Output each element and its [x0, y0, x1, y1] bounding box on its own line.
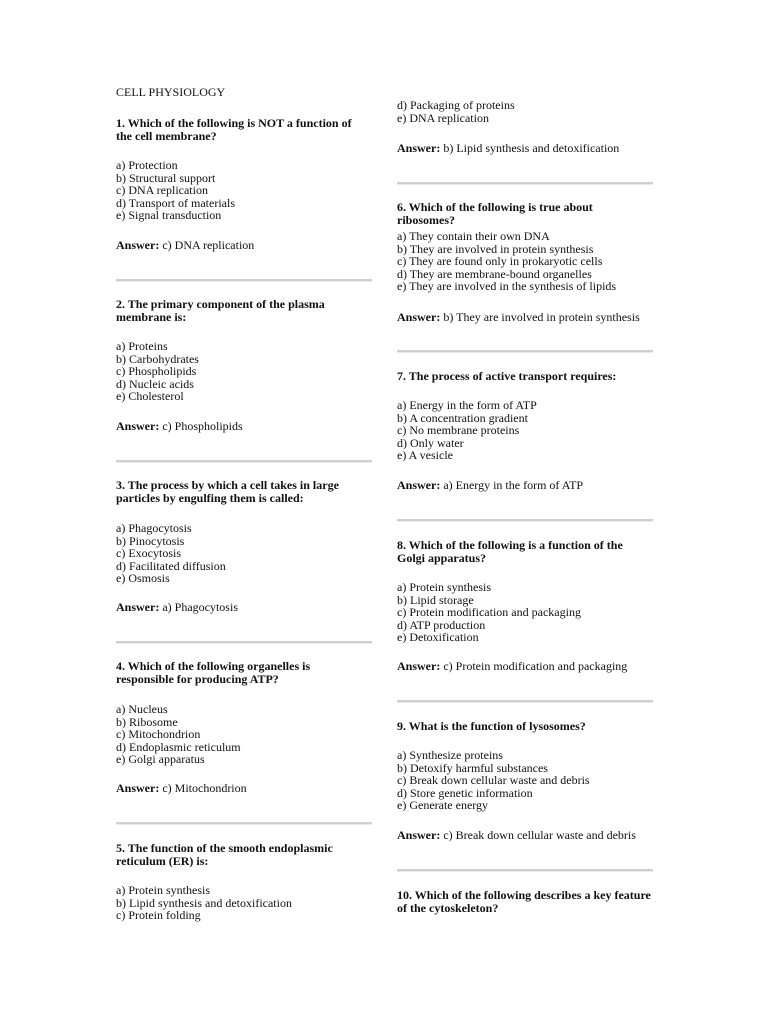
option: e) Detoxification: [397, 630, 479, 645]
question-5-options-part1: [116, 884, 370, 922]
option: c) Phospholipids: [116, 364, 197, 379]
option: d) Nucleic acids: [116, 376, 194, 391]
question-5-options-part2: [397, 99, 651, 124]
option: b) A concentration gradient: [397, 410, 528, 425]
option: a) Energy in the form of ATP: [397, 398, 537, 412]
question-4-text: 4. Which of the following organelles is responsible for producing ATP?: [116, 659, 311, 686]
option: d) Only water: [397, 435, 464, 450]
question-9-answer: [397, 829, 636, 842]
option: a) Nucleus: [116, 702, 168, 716]
option: b) They are involved in protein synthesis: [397, 241, 594, 256]
question-4-options: [116, 703, 370, 766]
separator: [397, 700, 653, 703]
question-2-answer: [116, 420, 243, 433]
option: d) Packaging of proteins: [397, 98, 515, 112]
question-8-text: 8. Which of the following is a function of the Golgi apparatus?: [397, 538, 623, 565]
answer-label: Answer:: [116, 600, 160, 614]
question-5-text: 5. The function of the smooth endoplasmic reticulum (ER) is:: [116, 841, 333, 868]
answer-text: c) Protein modification and packaging: [443, 659, 628, 673]
answer-text: c) Break down cellular waste and debris: [443, 828, 636, 842]
separator: [397, 519, 653, 522]
question-5-answer: [397, 142, 619, 155]
option: d) They are membrane-bound organelles: [397, 266, 592, 281]
separator: [116, 460, 372, 463]
option: a) Phagocytosis: [116, 521, 192, 535]
question-7-answer: [397, 479, 583, 492]
answer-label: Answer:: [397, 141, 441, 155]
option: b) Detoxify harmful substances: [397, 760, 548, 775]
option: a) Synthesize proteins: [397, 748, 503, 762]
option: e) A vesicle: [397, 448, 453, 463]
answer-label: Answer:: [397, 828, 441, 842]
answer-label: Answer:: [397, 478, 441, 492]
question-6-options: [397, 230, 651, 293]
option: e) Cholesterol: [116, 389, 184, 404]
option: a) Protection: [116, 158, 178, 172]
question-10-text: 10. Which of the following describes a key feature of the cytoskeleton?: [397, 888, 651, 915]
question-6-text: 6. Which of the following is true about ribosomes?: [397, 200, 593, 227]
answer-text: c) Phospholipids: [162, 419, 243, 433]
question-3-answer: [116, 601, 238, 614]
option: d) Transport of materials: [116, 195, 235, 210]
option: c) They are found only in prokaryotic cells: [397, 254, 603, 269]
question-3-text: 3. The process by which a cell takes in large particles by engulfing them is called:: [116, 478, 339, 505]
question-7-options: [397, 399, 651, 462]
option: e) Signal transduction: [116, 208, 222, 223]
answer-text: a) Energy in the form of ATP: [443, 478, 584, 492]
answer-text: c) DNA replication: [162, 238, 255, 252]
option: e) Golgi apparatus: [116, 752, 205, 767]
option: c) Break down cellular waste and debris: [397, 773, 590, 788]
option: d) ATP production: [397, 617, 486, 632]
question-2-text: 2. The primary component of the plasma membrane is:: [116, 297, 325, 324]
separator: [116, 279, 372, 282]
question-3-options: [116, 522, 370, 585]
separator: [397, 182, 653, 185]
answer-label: Answer:: [116, 781, 160, 795]
option: c) DNA replication: [116, 183, 208, 198]
question-9-text: 9. What is the function of lysosomes?: [397, 719, 586, 733]
option: a) Proteins: [116, 339, 168, 353]
answer-text: b) Lipid synthesis and detoxification: [443, 141, 620, 155]
option: b) Pinocytosis: [116, 533, 185, 548]
option: e) They are involved in the synthesis of lipids: [397, 279, 617, 294]
question-1-options: [116, 159, 370, 222]
option: c) Exocytosis: [116, 546, 181, 561]
option: c) Protein modification and packaging: [397, 605, 581, 620]
question-7-text: 7. The process of active transport requires:: [397, 369, 617, 383]
option: e) Generate energy: [397, 798, 489, 813]
option: a) Protein synthesis: [397, 580, 491, 594]
question-2-options: [116, 340, 370, 403]
question-8-answer: [397, 660, 627, 673]
answer-text: a) Phagocytosis: [162, 600, 238, 614]
question-4-answer: [116, 782, 247, 795]
answer-label: Answer:: [116, 419, 160, 433]
answer-label: Answer:: [116, 238, 160, 252]
option: b) Lipid synthesis and detoxification: [116, 895, 292, 910]
option: e) Osmosis: [116, 571, 170, 586]
option: b) Lipid storage: [397, 592, 474, 607]
option: b) Structural support: [116, 170, 216, 185]
option: c) Mitochondrion: [116, 727, 201, 742]
question-8-options: [397, 581, 651, 644]
option: b) Carbohydrates: [116, 351, 199, 366]
separator: [397, 350, 653, 353]
document-title: CELL PHYSIOLOGY: [116, 85, 226, 99]
option: a) They contain their own DNA: [397, 229, 550, 243]
separator: [116, 822, 372, 825]
option: b) Ribosome: [116, 714, 178, 729]
option: d) Endoplasmic reticulum: [116, 739, 241, 754]
option: a) Protein synthesis: [116, 883, 210, 897]
answer-label: Answer:: [397, 310, 441, 324]
separator: [397, 869, 653, 872]
option: c) No membrane proteins: [397, 423, 520, 438]
question-6-answer: [397, 311, 640, 324]
answer-label: Answer:: [397, 659, 441, 673]
option: d) Facilitated diffusion: [116, 558, 226, 573]
separator: [116, 641, 372, 644]
option: d) Store genetic information: [397, 785, 533, 800]
question-9-options: [397, 749, 651, 812]
option: e) DNA replication: [397, 110, 489, 125]
question-1-answer: [116, 239, 254, 252]
question-1-text: 1. Which of the following is NOT a function of the cell membrane?: [116, 116, 352, 143]
answer-text: b) They are involved in protein synthesis: [443, 310, 640, 324]
answer-text: c) Mitochondrion: [162, 781, 247, 795]
option: c) Protein folding: [116, 908, 201, 923]
